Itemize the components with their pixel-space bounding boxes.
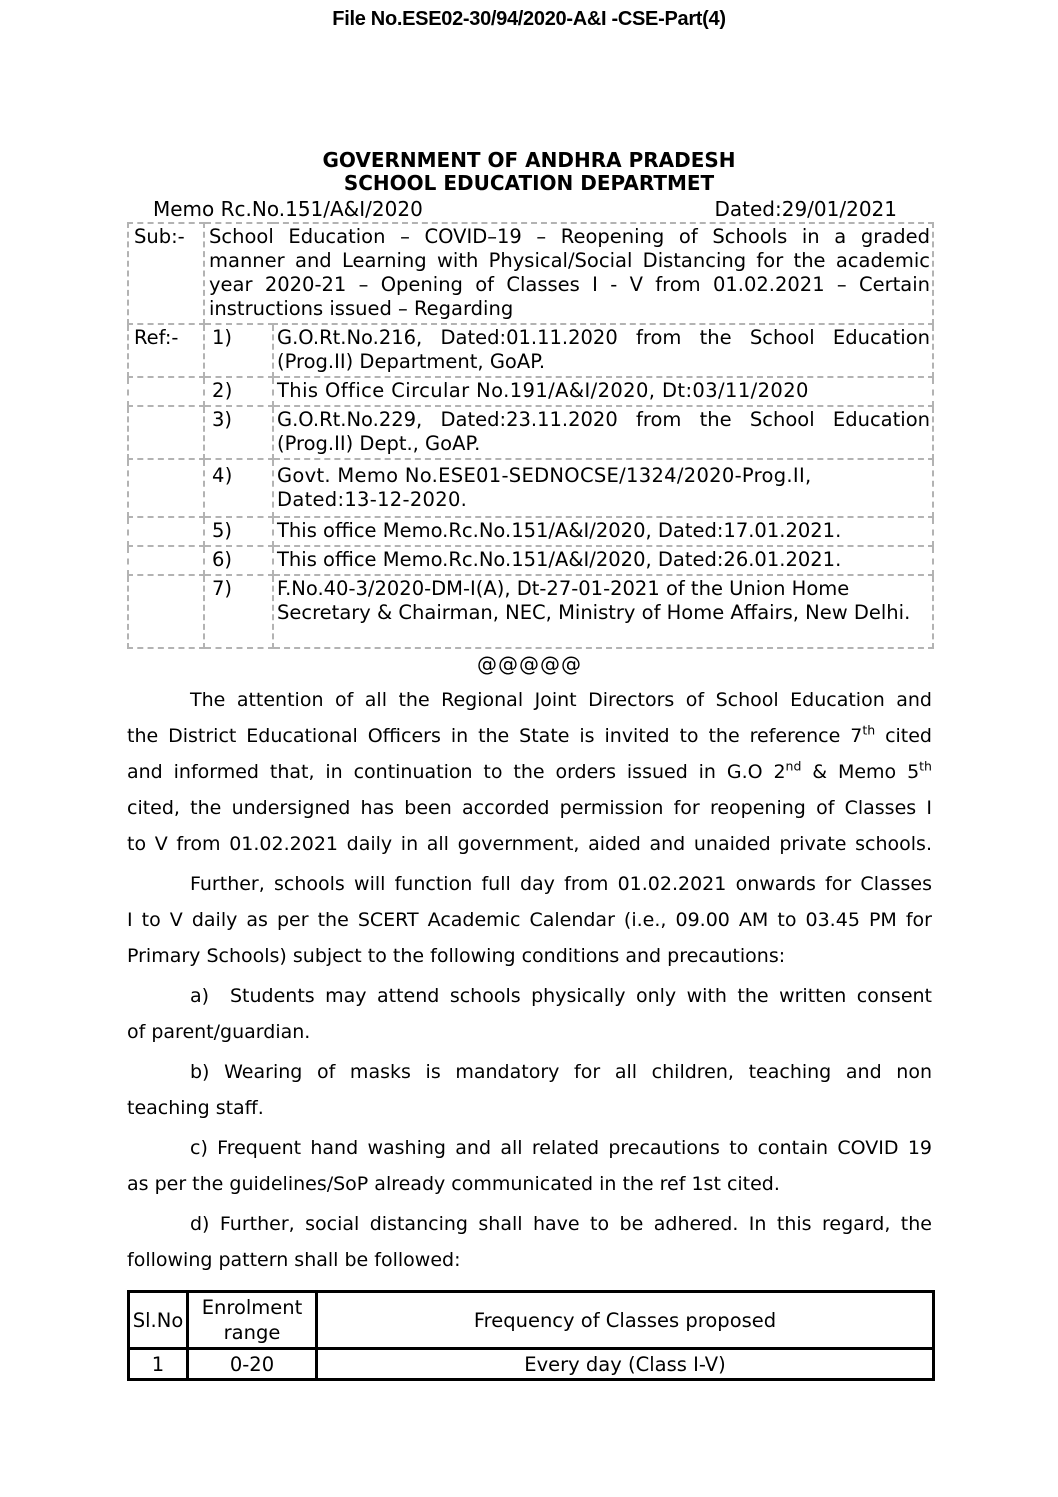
reference-text-cell (273, 575, 933, 648)
frequency-table-header-row (129, 1292, 934, 1349)
ordinal-superscript: th (862, 722, 876, 738)
reference-number: 2) (204, 377, 273, 406)
reference-line: F.No.40-3/2020-DM-I(A), Dt-27-01-2021 of the Union Home (277, 577, 850, 600)
reference-line: Govt. Memo No.ESE01-SEDNOCSE/1324/2020-Prog.II, (277, 464, 812, 487)
reference-text-cell (273, 377, 933, 406)
reference-row (128, 406, 933, 459)
ordinal-superscript: nd (785, 758, 802, 774)
paragraph-line (127, 754, 932, 790)
reference-text-cell (273, 406, 933, 459)
reference-text-cell (273, 546, 933, 575)
memo-date: Dated:29/01/2021 (714, 197, 897, 221)
title-block (0, 149, 1058, 195)
reference-number: 4) (204, 459, 273, 517)
reference-row (128, 377, 933, 406)
reference-line: Secretary & Chairman, NEC, Ministry of Home Affairs, New Delhi. (277, 601, 911, 624)
paragraph-line: I to V daily as per the SCERT Academic Calendar (i.e., 09.00 AM to 03.45 PM for (127, 909, 932, 931)
department-title: SCHOOL EDUCATION DEPARTMET (343, 171, 715, 195)
paragraph-line: cited, the undersigned has been accorded permission for reopening of Classes I (127, 797, 932, 819)
header-cell-slno: Sl.No (129, 1292, 188, 1349)
reference-label: Ref:- (128, 324, 204, 377)
reference-line: (Prog.II) Dept., GoAP. (277, 432, 481, 455)
reference-row (128, 517, 933, 546)
subject-reference-table (127, 222, 934, 649)
reference-row (128, 459, 933, 517)
cell-enrolment-range: 0-20 (188, 1349, 317, 1380)
reference-line: Dated:13-12-2020. (277, 488, 468, 511)
paragraph-line: as per the guidelines/SoP already communicated in the ref 1st cited. (127, 1173, 780, 1195)
text-segment: the District Educational Officers in the State is invited to the reference 7 (127, 725, 863, 747)
reference-label-empty (128, 377, 204, 406)
reference-text-cell (273, 459, 933, 517)
condition-item-a (127, 978, 932, 1050)
subject-line: instructions issued – Regarding (209, 297, 514, 320)
paragraph-2 (127, 866, 932, 974)
text-segment: and informed that, in continuation to the orders issued in G.O 2 (127, 761, 786, 783)
paragraph-line: a) Students may attend schools physically only with the written consent (190, 985, 932, 1007)
subject-text-cell (204, 223, 933, 324)
file-number-heading: File No.ESE02-30/94/2020-A&I -CSE-Part(4) (332, 8, 726, 30)
reference-row (128, 575, 933, 648)
paragraph-line: teaching staff. (127, 1097, 264, 1119)
at-separator: @@@@@ (477, 652, 582, 676)
subject-line: manner and Learning with Physical/Social Distancing for the academic (209, 249, 930, 272)
reference-label-empty (128, 459, 204, 517)
reference-number: 1) (204, 324, 273, 377)
paragraph-line: b) Wearing of masks is mandatory for all children, teaching and non (190, 1061, 932, 1083)
paragraph-line: following pattern shall be followed: (127, 1249, 461, 1271)
paragraph-line: The attention of all the Regional Joint Directors of School Education and (190, 689, 932, 711)
reference-line: This office Memo.Rc.No.151/A&I/2020, Dated:17.01.2021. (277, 519, 842, 542)
condition-item-c (127, 1130, 932, 1202)
reference-number: 3) (204, 406, 273, 459)
reference-label-empty (128, 517, 204, 546)
reference-line: G.O.Rt.No.229, Dated:23.11.2020 from the School Education (277, 408, 930, 431)
subject-line: year 2020-21 – Opening of Classes I - V from 01.02.2021 – Certain (209, 273, 930, 296)
paragraph-line (127, 718, 932, 754)
reference-row (128, 546, 933, 575)
subject-line: School Education – COVID–19 – Reopening of Schools in a graded (209, 225, 930, 248)
government-title: GOVERNMENT OF ANDHRA PRADESH (322, 148, 736, 172)
paragraph-line: Primary Schools) subject to the following conditions and precautions: (127, 945, 786, 967)
text-segment: cited (875, 725, 932, 747)
reference-label-empty (128, 546, 204, 575)
paragraph-1 (127, 682, 932, 862)
reference-line: G.O.Rt.No.216, Dated:01.11.2020 from the School Education (277, 326, 930, 349)
paragraph-line: of parent/guardian. (127, 1021, 311, 1043)
header-cell-frequency: Frequency of Classes proposed (317, 1292, 934, 1349)
reference-number: 6) (204, 546, 273, 575)
reference-line: This office Memo.Rc.No.151/A&I/2020, Dated:26.01.2021. (277, 548, 842, 571)
reference-line: This Office Circular No.191/A&I/2020, Dt:03/11/2020 (277, 379, 809, 402)
reference-text-cell (273, 517, 933, 546)
frequency-table (127, 1290, 935, 1381)
reference-line: (Prog.II) Department, GoAP. (277, 350, 546, 373)
document-content (127, 198, 932, 1381)
reference-row (128, 324, 933, 377)
cell-frequency: Every day (Class I-V) (317, 1349, 934, 1380)
reference-number: 5) (204, 517, 273, 546)
cell-slno: 1 (129, 1349, 188, 1380)
text-segment: & Memo 5 (801, 761, 920, 783)
paragraph-line: Further, schools will function full day from 01.02.2021 onwards for Classes (190, 873, 932, 895)
condition-item-b (127, 1054, 932, 1126)
ordinal-superscript: th (919, 758, 932, 774)
reference-text-cell (273, 324, 933, 377)
subject-row (128, 223, 933, 324)
paragraph-line: to V from 01.02.2021 daily in all government, aided and unaided private schools. (127, 833, 932, 855)
reference-label-empty (128, 575, 204, 648)
subject-label: Sub:- (128, 223, 204, 324)
condition-item-d (127, 1206, 932, 1278)
memo-number: Memo Rc.No.151/A&I/2020 (153, 197, 423, 221)
reference-label-empty (128, 406, 204, 459)
reference-number: 7) (204, 575, 273, 648)
paragraph-line: c) Frequent hand washing and all related precautions to contain COVID 19 (190, 1137, 932, 1159)
memo-line (127, 198, 932, 220)
paragraph-line: d) Further, social distancing shall have to be adhered. In this regard, the (190, 1213, 932, 1235)
header-cell-enrolment-range: Enrolment range (188, 1292, 317, 1349)
frequency-table-data-row (129, 1349, 934, 1380)
